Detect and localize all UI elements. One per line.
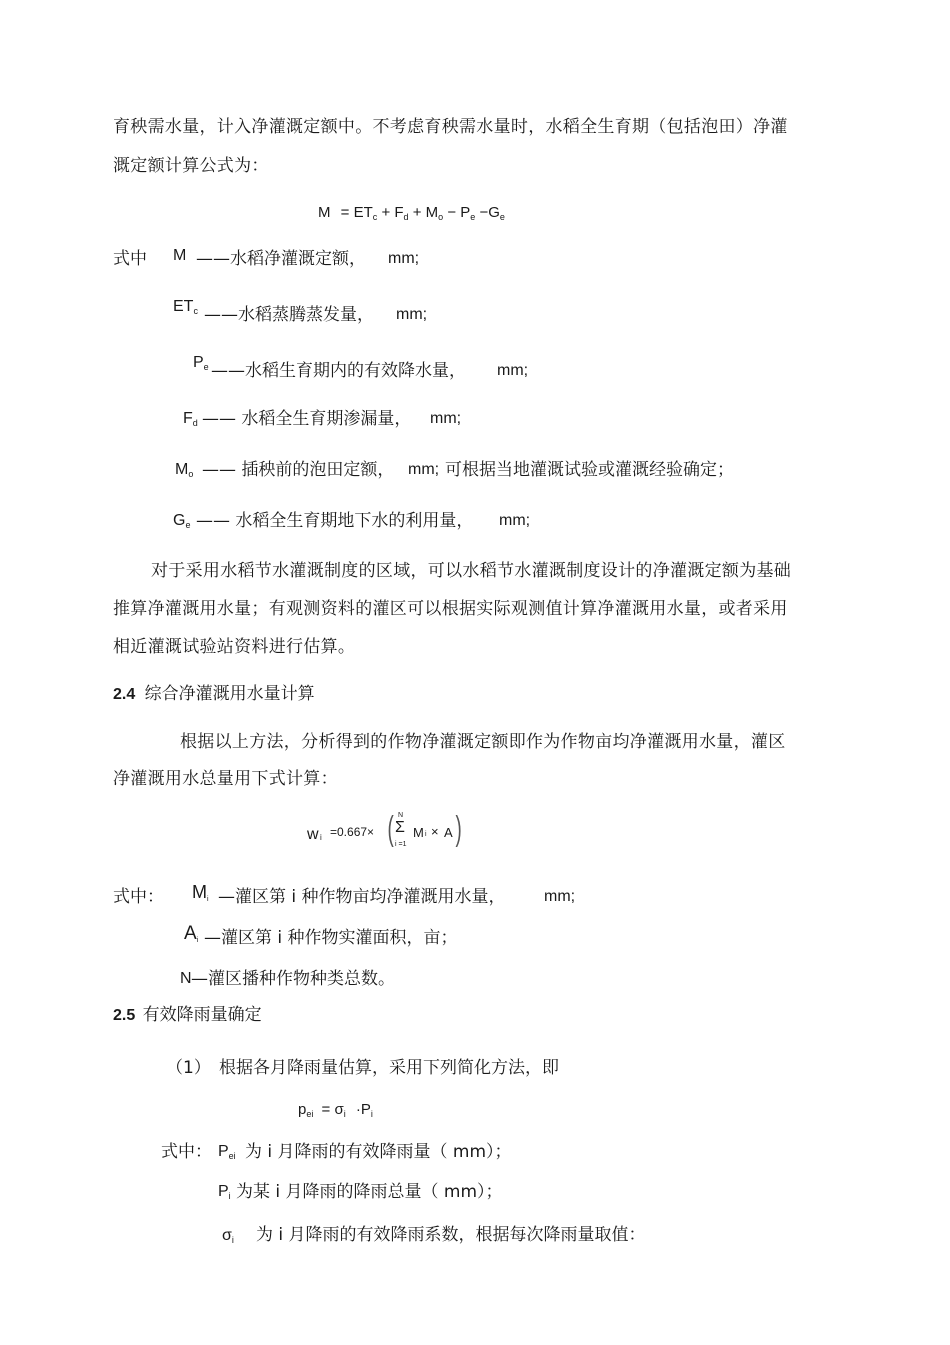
def-sigma-text: 为 i 月降雨的有效降雨系数，根据每次降雨量取值： [256,1225,646,1245]
def-ge-sym-main: G [173,512,186,529]
formula3-pi-sub: i [370,1109,373,1119]
formula2-w-sub: i [320,833,322,842]
def-pi-symbol [218,1182,231,1206]
defs2-prefix: 式中： [113,887,164,907]
def-pe-text: ——水稻生育期内的有效降水量， [211,361,466,381]
def-mo-symbol [175,460,193,484]
def-ai-text: —灌区第 i 种作物实灌面积，亩； [204,928,458,948]
formula2-sum-top: N [398,812,404,819]
formula1-eq: = ET [340,204,373,221]
formula3-sigma-sub: i [343,1109,346,1119]
formula3-eq: = σ [321,1101,344,1118]
section-2-4-heading [113,683,315,706]
def-m-symbol: M [173,247,187,264]
formula2-mi: M [413,825,424,840]
defs1-prefix: 式中 [113,249,147,269]
def-ai-sub: i [196,937,199,944]
formula2-w: w [307,826,319,843]
def-mo-sub: o [188,469,194,479]
formula3-p-sub: ei [306,1109,314,1119]
formula1-sub-d: d [403,212,409,222]
def-mo-unit: mm; [408,461,440,478]
section-2-5-heading [113,1004,262,1027]
def-pei-text: 为 i 月降雨的有效降雨量（ mm）； [245,1142,512,1162]
formula1-M: M [318,204,331,221]
formula1-sub-o: o [438,212,444,222]
def-fd-text: —— 水稻全生育期渗漏量， [202,409,412,429]
def-m-unit: mm; [388,250,420,267]
def-mi-unit: mm; [544,888,576,905]
def-mi-sub: i [207,896,209,903]
formula2-times: × [431,824,439,839]
def-sigma-symbol [222,1226,234,1250]
def-fd-symbol [183,409,198,433]
def-n-symbol: N [180,970,192,987]
section-2-5-title: 有效降雨量确定 [142,1005,262,1025]
para2-line-2: 推算净灌溉用水量；有观测资料的灌区可以根据实际观测值计算净灌溉用水量，或者采用 [113,599,788,619]
para3-line-2: 净灌溉用水总量用下式计算： [113,769,338,789]
def-mi-text: —灌区第 i 种作物亩均净灌溉用水量， [218,887,506,907]
formula1-sub-c: c [372,212,378,222]
def-etc-sym-main: ET [173,298,194,315]
formula2-right-paren: ) [455,810,462,848]
formula2-coef: =0.667× [330,825,375,839]
formula-effective-rainfall [298,1100,373,1124]
def-ge-unit: mm; [499,512,531,529]
para2-line-3: 相近灌溉试验站资料进行估算。 [113,637,356,657]
def-pei-sub: ei [228,1151,236,1161]
formula-total-net-irrigation [307,812,477,860]
def-pe-unit: mm; [497,362,529,379]
def-pe-sym-main: P [193,354,204,371]
formula1-sub-e2: e [499,212,505,222]
step-1-label: （1） [166,1058,211,1078]
formula3-p: p [298,1101,307,1118]
formula2-mi-sub: i [425,831,427,838]
def-mo-tail: 可根据当地灌溉试验或灌溉经验确定； [445,460,734,480]
formula-net-irrigation-quota [318,203,505,227]
formula1-minus-pe: − P [447,204,471,221]
def-mi-symbol [192,882,209,910]
intro-line-1: 育秧需水量，计入净灌溉定额中。不考虑育秧需水量时，水稻全生育期（包括泡田）净灌 [113,117,788,137]
def-m-text: ——水稻净灌溉定额， [196,249,366,269]
def-mo-sym-main: M [175,461,189,478]
def-pei-symbol [218,1142,236,1166]
def-fd-unit: mm; [430,410,462,427]
def-ge-symbol [173,511,190,535]
formula2-sum-symbol: Σ [395,819,405,836]
def-ai-sym-main: A [184,923,197,944]
formula2-a: A [444,825,453,840]
formula1-minus-ge: −G [479,204,500,221]
def-fd-sub: d [192,418,198,428]
formula1-sub-e1: e [470,212,476,222]
def-n-text: —灌区播种作物种类总数。 [191,969,395,989]
def-pe-symbol [193,353,209,377]
def-ge-text: —— 水稻全生育期地下水的利用量， [196,511,474,531]
section-2-4-number: 2.4 [113,686,136,703]
defs3-prefix: 式中： [161,1142,212,1162]
def-pi-sub: i [228,1191,231,1201]
formula1-plus-mo: + M [412,204,439,221]
para2-line-1: 对于采用水稻节水灌溉制度的区域，可以水稻节水灌溉制度设计的净灌溉定额为基础 [151,561,792,581]
def-pi-text: 为某 i 月降雨的降雨总量（ mm）； [236,1182,503,1202]
formula1-plus-fd: + F [381,204,404,221]
formula3-dot-p: ·P [355,1101,371,1118]
def-mo-text: —— 插秧前的泡田定额， [202,460,395,480]
def-pi-sym-main: P [218,1183,229,1200]
def-sigma-sym-main: σ [222,1227,232,1244]
def-fd-sym-main: F [183,410,193,427]
formula2-sum-bottom: i =1 [395,841,407,848]
def-etc-unit: mm; [396,306,428,323]
section-2-5-number: 2.5 [113,1007,136,1024]
section-2-4-title: 综合净灌溉用水量计算 [144,684,315,704]
def-pe-sub: e [203,362,209,372]
intro-line-2: 溉定额计算公式为： [113,156,269,176]
def-mi-sym-main: M [192,882,207,902]
formula2-left-paren: ( [387,810,394,848]
def-etc-symbol [173,297,198,321]
def-ge-sub: e [185,520,191,530]
para3-line-1: 根据以上方法，分析得到的作物净灌溉定额即作为作物亩均净灌溉用水量，灌区 [180,732,786,752]
def-etc-sub: c [193,306,198,316]
def-sigma-sub: i [231,1235,234,1245]
def-etc-text: ——水稻蒸腾蒸发量， [204,305,374,325]
def-pei-sym-main: P [218,1143,229,1160]
step-1-text: 根据各月降雨量估算，采用下列简化方法，即 [219,1058,559,1078]
def-ai-symbol [184,924,198,951]
